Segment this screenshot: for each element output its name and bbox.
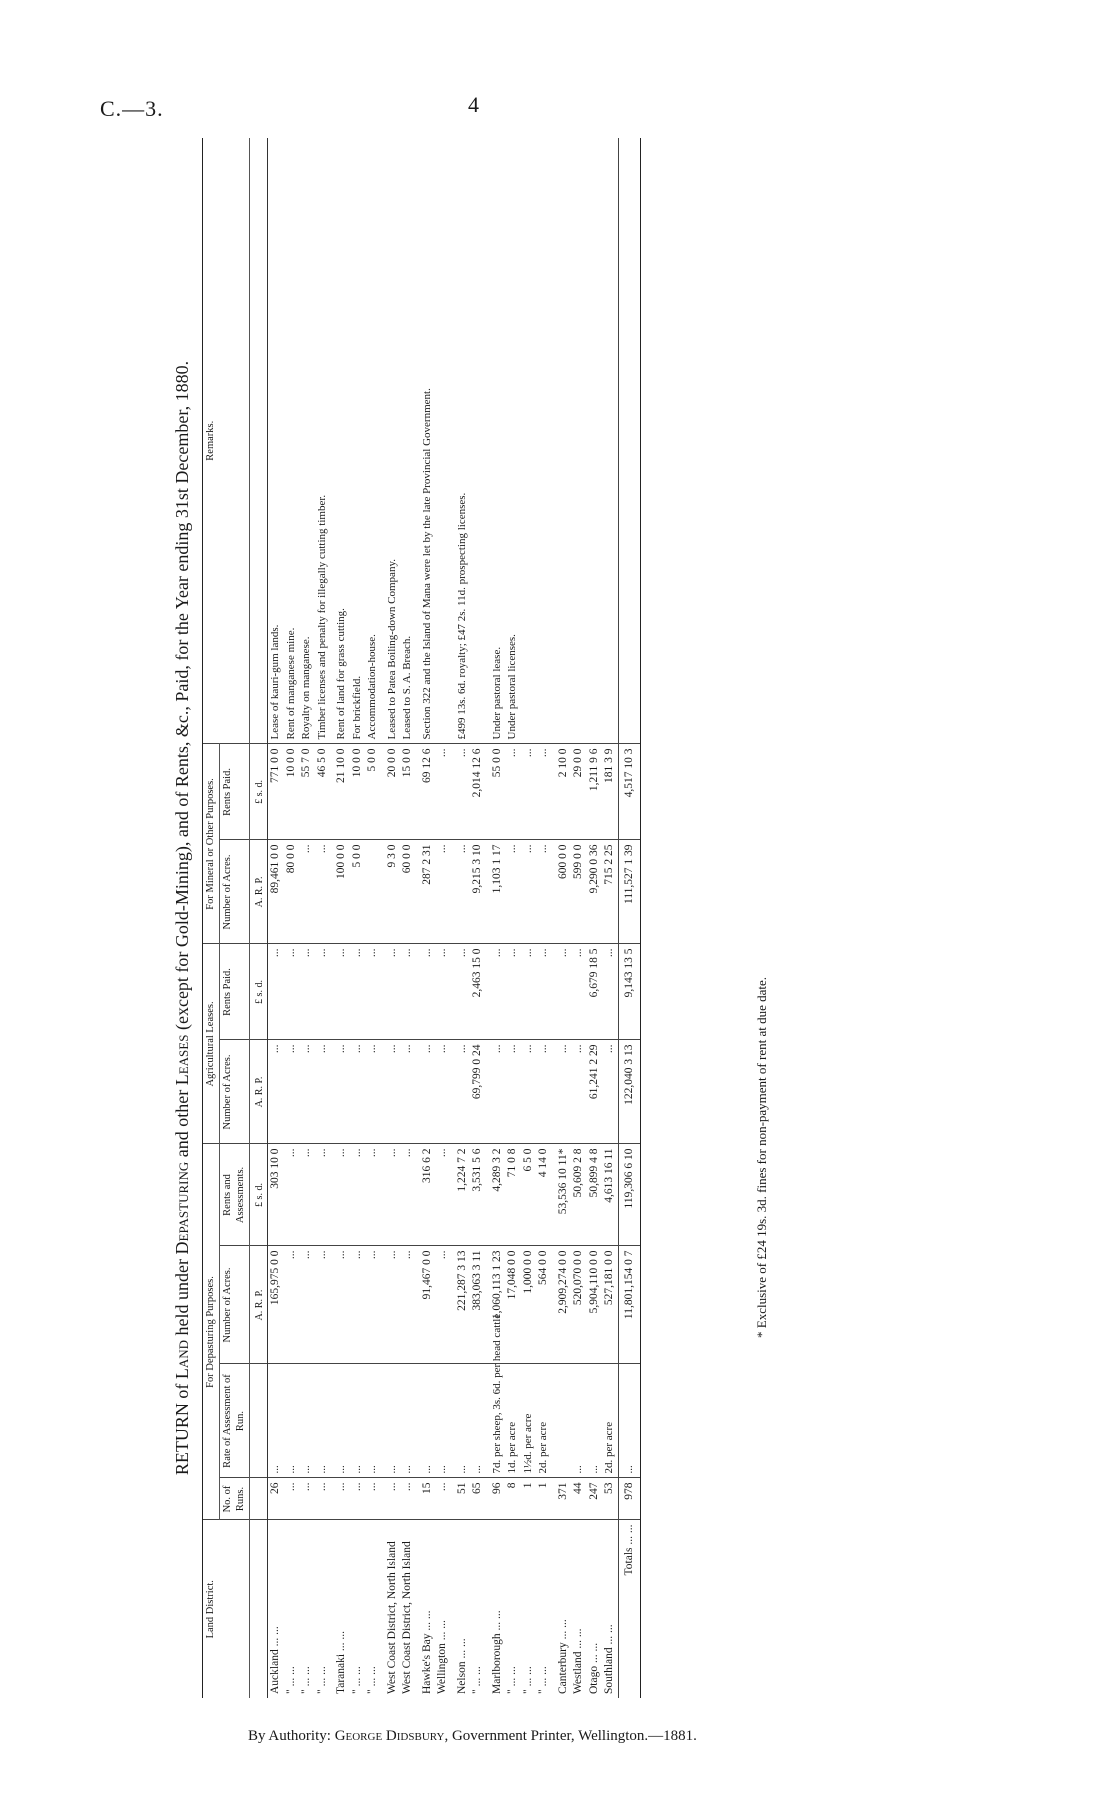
imprint xyxy=(248,1728,697,1745)
runs-cell: 247 xyxy=(587,1478,603,1520)
dep-rents-cell: 3,531 5 6 xyxy=(470,1144,486,1246)
col-ag-acres: Number of Acres. xyxy=(219,1040,249,1144)
remarks-cell xyxy=(571,138,587,744)
unit-label: A. R. P. xyxy=(249,1040,268,1144)
table-row xyxy=(315,138,331,1698)
ag-acres-cell: ... xyxy=(602,1040,618,1144)
unit-label: £ s. d. xyxy=(249,944,268,1040)
ag-acres-cell: ... xyxy=(299,1040,315,1144)
runs-cell: ... xyxy=(435,1478,451,1520)
min-acres-cell: ... xyxy=(521,840,537,944)
min-rents-cell: ... xyxy=(451,744,471,840)
ag-rents-cell: ... xyxy=(571,944,587,1040)
totals-dep-acres: 11,801,154 0 7 xyxy=(618,1246,641,1364)
title-text: Depasturing xyxy=(172,1161,192,1255)
min-acres-cell: 100 0 0 xyxy=(330,840,350,944)
min-acres-cell: 287 2 31 xyxy=(416,840,436,944)
rate-cell: ... xyxy=(299,1364,315,1478)
district-cell: " ... ... xyxy=(284,1666,297,1694)
runs-cell: 15 xyxy=(416,1478,436,1520)
remarks-cell: Section 322 and the Island of Mana were let by the late Provincial Government. xyxy=(416,138,436,744)
imprint-suffix: , Government Printer, Wellington.—1881. xyxy=(444,1728,697,1744)
rate-cell: ... xyxy=(330,1364,350,1478)
remarks-cell xyxy=(602,138,618,744)
remarks-cell: Under pastoral licenses. xyxy=(505,138,521,744)
dep-acres-cell: ... xyxy=(315,1246,331,1364)
min-rents-cell: 15 0 0 xyxy=(400,744,416,840)
table-row xyxy=(602,138,618,1698)
rate-cell: 2d. per acre xyxy=(536,1364,552,1478)
dep-acres-cell: 165,975 0 0 xyxy=(268,1246,284,1364)
col-dep-acres: Number of Acres. xyxy=(219,1246,249,1364)
dep-acres-cell: 2,909,274 0 0 xyxy=(552,1246,572,1364)
dep-acres-cell: 520,070 0 0 xyxy=(571,1246,587,1364)
district-cell: West Coast District, North Island xyxy=(401,1541,413,1694)
ag-acres-cell: ... xyxy=(521,1040,537,1144)
district-cell: Hawke's Bay ... ... xyxy=(420,1610,433,1694)
dep-rents-cell: ... xyxy=(381,1144,401,1246)
table-row xyxy=(416,138,436,1698)
ag-rents-cell: ... xyxy=(350,944,366,1040)
dep-acres-cell: 91,467 0 0 xyxy=(416,1246,436,1364)
min-rents-cell: ... xyxy=(505,744,521,840)
min-acres-cell: 60 0 0 xyxy=(400,840,416,944)
ag-acres-cell: ... xyxy=(400,1040,416,1144)
remarks-cell: £499 13s. 6d. royalty; £47 2s. 11d. prospecting licenses. xyxy=(451,138,471,744)
ag-acres-cell: ... xyxy=(365,1040,381,1144)
min-rents-cell: 2 10 0 xyxy=(552,744,572,840)
min-acres-cell: ... xyxy=(536,840,552,944)
table-body xyxy=(268,138,641,1698)
district-cell: Nelson ... ... xyxy=(455,1638,468,1694)
ag-rents-cell: ... xyxy=(536,944,552,1040)
ag-rents-cell: ... xyxy=(365,944,381,1040)
runs-cell: 26 xyxy=(268,1478,284,1520)
rate-cell: ... xyxy=(435,1364,451,1478)
min-rents-cell: 2,014 12 6 xyxy=(470,744,486,840)
group-agricultural: Agricultural Leases. xyxy=(203,944,220,1144)
min-rents-cell: ... xyxy=(521,744,537,840)
min-acres-cell: 89,461 0 0 xyxy=(268,840,284,944)
dep-rents-cell: ... xyxy=(284,1144,300,1246)
group-depasturing: For Depasturing Purposes. xyxy=(203,1144,220,1520)
table-title xyxy=(172,138,193,1698)
ag-rents-cell: ... xyxy=(435,944,451,1040)
district-cell: Otago ... ... xyxy=(587,1642,600,1694)
imprint-prefix: By Authority: xyxy=(248,1728,335,1744)
district-cell: Taranaki ... ... xyxy=(335,1630,347,1694)
district-cell: " ... ... xyxy=(506,1666,518,1694)
dep-rents-cell: ... xyxy=(330,1144,350,1246)
table-row xyxy=(365,138,381,1698)
page-number: 4 xyxy=(468,92,479,117)
min-rents-cell: 55 7 0 xyxy=(299,744,315,840)
runs-cell: 1 xyxy=(536,1478,552,1520)
title-text: Leases xyxy=(172,1034,192,1086)
ag-acres-cell: ... xyxy=(350,1040,366,1144)
remarks-cell: Royalty on manganese. xyxy=(299,138,315,744)
min-acres-cell: 1,103 1 17 xyxy=(486,840,506,944)
table-row xyxy=(536,138,552,1698)
dep-acres-cell: ... xyxy=(381,1246,401,1364)
district-cell: Auckland ... ... xyxy=(269,1626,281,1694)
district-cell: Wellington ... ... xyxy=(436,1620,448,1694)
ag-acres-cell: ... xyxy=(486,1040,506,1144)
runs-cell: 8 xyxy=(505,1478,521,1520)
rate-cell: ... xyxy=(400,1364,416,1478)
min-acres-cell xyxy=(365,840,381,944)
imprint-printer: George Didsbury xyxy=(334,1728,445,1744)
rate-cell: ... xyxy=(268,1364,284,1478)
totals-ag-rents: 9,143 13 5 xyxy=(618,944,641,1040)
col-dep-rents: Rents and Assessments. xyxy=(219,1144,249,1246)
rate-cell: ... xyxy=(315,1364,331,1478)
col-land-district: Land District. xyxy=(203,1520,250,1698)
runs-cell: 96 xyxy=(486,1478,506,1520)
dep-acres-cell: ... xyxy=(330,1246,350,1364)
min-acres-cell: ... xyxy=(315,840,331,944)
dep-rents-cell: 50,609 2 8 xyxy=(571,1144,587,1246)
dep-acres-cell: ... xyxy=(400,1246,416,1364)
col-no-of-runs: No. of Runs. xyxy=(219,1478,249,1520)
rate-cell: 1d. per acre xyxy=(505,1364,521,1478)
dep-acres-cell: 383,063 3 11 xyxy=(470,1246,486,1364)
min-rents-cell: 55 0 0 xyxy=(486,744,506,840)
runs-cell: 65 xyxy=(470,1478,486,1520)
col-remarks: Remarks. xyxy=(203,138,250,744)
dep-acres-cell: ... xyxy=(299,1246,315,1364)
ag-rents-cell: ... xyxy=(330,944,350,1040)
district-cell: " ... ... xyxy=(521,1666,534,1694)
remarks-cell: Lease of kauri-gum lands. xyxy=(268,138,284,744)
remarks-cell: Under pastoral lease. xyxy=(486,138,506,744)
rate-cell: 2d. per acre xyxy=(602,1364,618,1478)
ag-acres-cell: ... xyxy=(381,1040,401,1144)
district-cell: Westland ... ... xyxy=(572,1628,584,1694)
dep-acres-cell: 564 0 0 xyxy=(536,1246,552,1364)
min-acres-cell: 715 2 25 xyxy=(602,840,618,944)
col-min-rents: Rents Paid. xyxy=(219,744,249,840)
group-mineral: For Mineral or Other Purposes. xyxy=(203,744,220,944)
district-cell: " ... ... xyxy=(537,1666,549,1694)
runs-cell: 44 xyxy=(571,1478,587,1520)
ag-rents-cell: ... xyxy=(315,944,331,1040)
rate-cell: 7d. per sheep, 3s. 6d. per head cattle xyxy=(486,1364,506,1478)
totals-runs: 978 xyxy=(618,1478,641,1520)
district-cell: Southland ... ... xyxy=(603,1624,615,1694)
rate-cell: ... xyxy=(381,1364,401,1478)
rate-cell: ... xyxy=(284,1364,300,1478)
table-row xyxy=(330,138,350,1698)
rate-cell: ... xyxy=(365,1364,381,1478)
col-rate: Rate of Assessment of Run. xyxy=(219,1364,249,1478)
dep-acres-cell: 1,000 0 0 xyxy=(521,1246,537,1364)
table-row xyxy=(268,138,284,1698)
district-cell: Canterbury ... ... xyxy=(556,1619,569,1694)
ag-acres-cell: ... xyxy=(416,1040,436,1144)
min-acres-cell: ... xyxy=(505,840,521,944)
min-rents-cell: 771 0 0 xyxy=(268,744,284,840)
min-acres-cell: 9 3 0 xyxy=(381,840,401,944)
remarks-cell xyxy=(470,138,486,744)
ag-rents-cell: ... xyxy=(602,944,618,1040)
min-acres-cell: 5 0 0 xyxy=(350,840,366,944)
totals-remarks xyxy=(618,138,641,744)
runs-cell: ... xyxy=(381,1478,401,1520)
title-text: Land xyxy=(172,1339,192,1380)
dep-acres-cell: ... xyxy=(435,1246,451,1364)
remarks-cell xyxy=(435,138,451,744)
min-rents-cell: 181 3 9 xyxy=(602,744,618,840)
dep-rents-cell: 1,224 7 2 xyxy=(451,1144,471,1246)
dep-rents-cell: 71 0 8 xyxy=(505,1144,521,1246)
table-row xyxy=(521,138,537,1698)
rate-cell: ... xyxy=(470,1364,486,1478)
dep-rents-cell: ... xyxy=(365,1144,381,1246)
remarks-cell: Rent of land for grass cutting. xyxy=(330,138,350,744)
min-rents-cell: 1,211 9 6 xyxy=(587,744,603,840)
table-row xyxy=(486,138,506,1698)
unit-label: A. R. P. xyxy=(249,1246,268,1364)
min-rents-cell: 10 0 0 xyxy=(284,744,300,840)
rate-cell: ... xyxy=(571,1364,587,1478)
remarks-cell: Rent of manganese mine. xyxy=(284,138,300,744)
title-text: and other xyxy=(172,1085,192,1162)
remarks-cell: For brickfield. xyxy=(350,138,366,744)
rate-cell: ... xyxy=(416,1364,436,1478)
dep-acres-cell: 5,904,110 0 0 xyxy=(587,1246,603,1364)
dep-rents-cell: 53,536 10 11* xyxy=(552,1144,572,1246)
ag-rents-cell: ... xyxy=(284,944,300,1040)
ag-acres-cell: ... xyxy=(536,1040,552,1144)
table-row xyxy=(552,138,572,1698)
district-cell: Marlborough ... ... xyxy=(490,1610,503,1694)
table-row xyxy=(400,138,416,1698)
district-cell: West Coast District, North Island xyxy=(385,1541,398,1694)
min-acres-cell: 80 0 0 xyxy=(284,840,300,944)
dep-rents-cell: ... xyxy=(350,1144,366,1246)
dep-acres-cell: ... xyxy=(350,1246,366,1364)
runs-cell: ... xyxy=(350,1478,366,1520)
min-rents-cell: ... xyxy=(536,744,552,840)
dep-rents-cell: 4,289 3 2 xyxy=(486,1144,506,1246)
ag-rents-cell: ... xyxy=(268,944,284,1040)
table-row xyxy=(571,138,587,1698)
table-row xyxy=(435,138,451,1698)
ag-acres-cell: ... xyxy=(315,1040,331,1144)
unit-label: £ s. d. xyxy=(249,1144,268,1246)
runs-cell: 371 xyxy=(552,1478,572,1520)
runs-cell: ... xyxy=(330,1478,350,1520)
remarks-cell: Accommodation-house. xyxy=(365,138,381,744)
dep-rents-cell: ... xyxy=(400,1144,416,1246)
col-ag-rents: Rents Paid. xyxy=(219,944,249,1040)
remarks-cell xyxy=(587,138,603,744)
ag-acres-cell: ... xyxy=(451,1040,471,1144)
remarks-cell xyxy=(521,138,537,744)
ag-rents-cell: 6,679 18 5 xyxy=(587,944,603,1040)
dep-acres-cell: 527,181 0 0 xyxy=(602,1246,618,1364)
runs-cell: ... xyxy=(299,1478,315,1520)
totals-rate: ... xyxy=(618,1364,641,1478)
min-rents-cell: 10 0 0 xyxy=(350,744,366,840)
dep-rents-cell: 4 14 0 xyxy=(536,1144,552,1246)
min-acres-cell: 9,290 0 36 xyxy=(587,840,603,944)
min-rents-cell: 69 12 6 xyxy=(416,744,436,840)
district-cell: " ... ... xyxy=(300,1666,312,1694)
rate-cell xyxy=(552,1364,572,1478)
min-acres-cell: 599 0 0 xyxy=(571,840,587,944)
table-row xyxy=(505,138,521,1698)
runs-cell: 53 xyxy=(602,1478,618,1520)
district-cell: " ... ... xyxy=(350,1666,363,1694)
dep-rents-cell: ... xyxy=(299,1144,315,1246)
dep-rents-cell: 4,613 16 11 xyxy=(602,1144,618,1246)
ag-rents-cell: ... xyxy=(416,944,436,1040)
title-text: (except for Gold-Mining), and of Rents, &c., Paid, for the Year ending 31st December, 1880. xyxy=(172,360,192,1035)
dep-rents-cell: 6 5 0 xyxy=(521,1144,537,1246)
min-acres-cell: ... xyxy=(299,840,315,944)
district-cell: " ... ... xyxy=(471,1666,483,1694)
ag-acres-cell: ... xyxy=(268,1040,284,1144)
min-rents-cell: 5 0 0 xyxy=(365,744,381,840)
min-acres-cell: 9,215 3 10 xyxy=(470,840,486,944)
dep-acres-cell: 221,287 3 13 xyxy=(451,1246,471,1364)
dep-acres-cell: 17,048 0 0 xyxy=(505,1246,521,1364)
dep-acres-cell: ... xyxy=(284,1246,300,1364)
dep-rents-cell: 316 6 2 xyxy=(416,1144,436,1246)
ag-acres-cell: ... xyxy=(284,1040,300,1144)
dep-rents-cell: 50,899 4 8 xyxy=(587,1144,603,1246)
runs-cell: ... xyxy=(284,1478,300,1520)
runs-cell: ... xyxy=(315,1478,331,1520)
table-row xyxy=(299,138,315,1698)
remarks-cell xyxy=(552,138,572,744)
ag-acres-cell: ... xyxy=(552,1040,572,1144)
runs-cell: ... xyxy=(400,1478,416,1520)
runs-cell: 1 xyxy=(521,1478,537,1520)
rate-cell: ... xyxy=(350,1364,366,1478)
ag-acres-cell: ... xyxy=(571,1040,587,1144)
min-acres-cell: ... xyxy=(435,840,451,944)
ag-rents-cell: ... xyxy=(451,944,471,1040)
remarks-cell: Leased to Patea Boiling-down Company. xyxy=(381,138,401,744)
rotated-return-table xyxy=(170,138,770,1698)
ag-acres-cell: ... xyxy=(435,1040,451,1144)
unit-label: £ s. d. xyxy=(249,744,268,840)
remarks-cell: Timber licenses and penalty for illegally cutting timber. xyxy=(315,138,331,744)
dep-rents-cell: ... xyxy=(315,1144,331,1246)
ag-rents-cell: 2,463 15 0 xyxy=(470,944,486,1040)
unit-label: A. R. P. xyxy=(249,840,268,944)
totals-dep-rents: 119,306 6 10 xyxy=(618,1144,641,1246)
page-reference: C.—3. xyxy=(100,96,164,121)
district-cell: " ... ... xyxy=(315,1666,328,1694)
min-rents-cell: 21 10 0 xyxy=(330,744,350,840)
totals-min-rents: 4,517 10 3 xyxy=(618,744,641,840)
ag-rents-cell: ... xyxy=(400,944,416,1040)
totals-row xyxy=(618,138,641,1698)
table-row xyxy=(470,138,486,1698)
footnote: * Exclusive of £24 19s. 3d. fines for non-payment of rent at due date. xyxy=(754,976,769,1338)
min-rents-cell: ... xyxy=(435,744,451,840)
table-row xyxy=(451,138,471,1698)
ag-rents-cell: ... xyxy=(381,944,401,1040)
dep-rents-cell: 303 10 0 xyxy=(268,1144,284,1246)
ag-rents-cell: ... xyxy=(552,944,572,1040)
ag-acres-cell: ... xyxy=(505,1040,521,1144)
ag-acres-cell: 69,799 0 24 xyxy=(470,1040,486,1144)
runs-cell: 51 xyxy=(451,1478,471,1520)
rate-cell: 1½d. per acre xyxy=(521,1364,537,1478)
totals-ag-acres: 122,040 3 13 xyxy=(618,1040,641,1144)
min-rents-cell: 46 5 0 xyxy=(315,744,331,840)
runs-cell: ... xyxy=(365,1478,381,1520)
ag-rents-cell: ... xyxy=(505,944,521,1040)
ag-rents-cell: ... xyxy=(299,944,315,1040)
ag-rents-cell: ... xyxy=(486,944,506,1040)
district-cell: " ... ... xyxy=(366,1666,378,1694)
title-text: RETURN of xyxy=(172,1379,192,1476)
ag-acres-cell: 61,241 2 29 xyxy=(587,1040,603,1144)
table-row xyxy=(350,138,366,1698)
table-row xyxy=(587,138,603,1698)
land-return-table xyxy=(202,138,641,1698)
min-rents-cell: 20 0 0 xyxy=(381,744,401,840)
ag-rents-cell: ... xyxy=(521,944,537,1040)
dep-acres-cell: ... xyxy=(365,1246,381,1364)
table-row xyxy=(284,138,300,1698)
dep-rents-cell: ... xyxy=(435,1144,451,1246)
min-rents-cell: 29 0 0 xyxy=(571,744,587,840)
remarks-cell xyxy=(536,138,552,744)
table-row xyxy=(381,138,401,1698)
col-min-acres: Number of Acres. xyxy=(219,840,249,944)
remarks-cell: Leased to S. A. Breach. xyxy=(400,138,416,744)
totals-label: Totals ... ... xyxy=(618,1520,641,1698)
dep-acres-cell: 1,060,113 1 23 xyxy=(486,1246,506,1364)
ag-acres-cell: ... xyxy=(330,1040,350,1144)
min-acres-cell: ... xyxy=(451,840,471,944)
min-acres-cell: 600 0 0 xyxy=(552,840,572,944)
totals-min-acres: 111,527 1 39 xyxy=(618,840,641,944)
rate-cell: ... xyxy=(451,1364,471,1478)
title-text: held under xyxy=(172,1254,192,1340)
rate-cell: ... xyxy=(587,1364,603,1478)
